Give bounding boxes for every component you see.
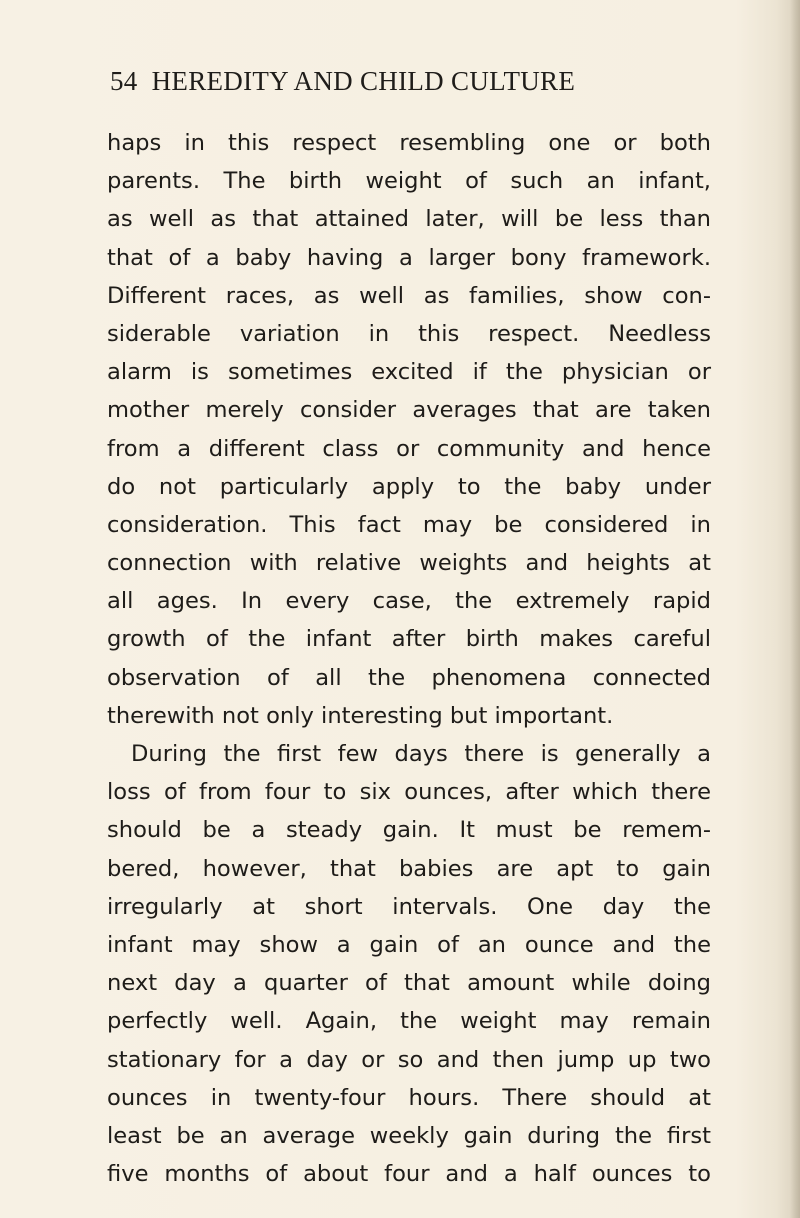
page-edge-shadow [790, 0, 800, 1218]
text-line: consideration. This fact may be considered in [107, 511, 711, 538]
text-line: all ages. In every case, the extremely rapid [107, 588, 711, 615]
text-line: irregularly at short intervals. One day the [107, 893, 711, 920]
page-number: 54 [110, 66, 138, 96]
text-line: growth of the infant after birth makes careful [107, 626, 711, 653]
running-head [110, 66, 710, 110]
text-line: as well as that attained later, will be less than [107, 206, 711, 233]
running-title: HEREDITY AND CHILD CULTURE [151, 66, 576, 96]
text-line: mother merely consider averages that are taken [107, 397, 711, 424]
text-line: siderable variation in this respect. Needless [107, 320, 711, 347]
body-text [107, 124, 711, 1193]
text-line: five months of about four and a half ounces to [107, 1161, 711, 1188]
text-line: that of a baby having a larger bony framework. [107, 244, 711, 271]
paragraph-end-line: therewith not only interesting but important. [107, 702, 614, 729]
text-line: bered, however, that babies are apt to gain [107, 855, 711, 882]
text-line: stationary for a day or so and then jump up two [107, 1046, 711, 1073]
paragraph-start-line: During the first few days there is generally a [131, 741, 711, 767]
text-line: ounces in twenty-four hours. There should at [107, 1084, 711, 1111]
text-line: observation of all the phenomena connected [107, 664, 711, 691]
text-line: Different races, as well as families, show con- [107, 282, 711, 309]
text-line: next day a quarter of that amount while doing [107, 970, 711, 997]
text-line: alarm is sometimes excited if the physician or [107, 359, 711, 386]
text-line: should be a steady gain. It must be remem- [107, 817, 711, 844]
text-line: haps in this respect resembling one or both [107, 130, 711, 156]
text-line: least be an average weekly gain during the first [107, 1122, 711, 1149]
text-line: from a different class or community and hence [107, 435, 711, 462]
text-line: infant may show a gain of an ounce and the [107, 931, 711, 958]
text-line: perfectly well. Again, the weight may remain [107, 1008, 711, 1035]
text-line: do not particularly apply to the baby under [107, 473, 711, 500]
text-line: loss of from four to six ounces, after which there [107, 779, 711, 806]
text-line: connection with relative weights and heights at [107, 550, 711, 577]
text-line: parents. The birth weight of such an infant, [107, 168, 711, 195]
